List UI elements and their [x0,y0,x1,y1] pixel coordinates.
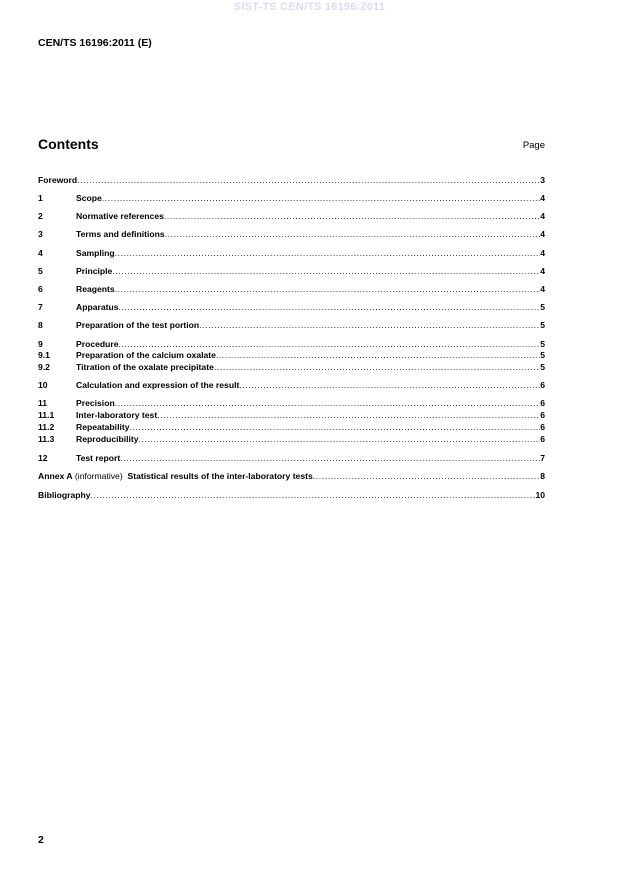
toc-entry-procedure[interactable] [38,339,545,350]
toc-entry-title: Calculation and expression of the result [76,380,240,390]
toc-entry-number: 10 [38,380,48,390]
toc-entry-repeatability[interactable] [38,422,545,433]
toc-entry-title: Procedure [76,339,119,349]
toc-entry-number: 9.2 [38,362,50,372]
contents-title: Contents [38,136,99,152]
dot-leader [91,490,536,501]
toc-entry-sampling[interactable] [38,248,545,259]
toc-entry-number: 11.1 [38,410,55,420]
toc-entry-page: 3 [540,175,545,185]
dot-leader [115,284,541,295]
toc-entry-number: 12 [38,453,48,463]
toc-entry-page: 10 [535,490,545,500]
toc-entry-number: 2 [38,211,43,221]
toc-entry-principle[interactable] [38,266,545,277]
toc-entry-number: 4 [38,248,43,258]
toc-entry-number: 8 [38,320,43,330]
dot-leader [199,320,540,331]
toc-entry-annex-a[interactable] [38,471,545,482]
toc-entry-reproducibility[interactable] [38,434,545,445]
toc-entry-number: 1 [38,193,43,203]
document-id: CEN/TS 16196:2011 (E) [38,37,152,49]
toc-entry-scope[interactable] [38,193,545,204]
toc-entry-page: 5 [540,339,545,349]
dot-leader [120,453,540,464]
toc-entry-title: Reproducibility [76,434,139,444]
toc-entry-title: Terms and definitions [76,229,165,239]
toc-entry-page: 8 [540,471,545,481]
toc-entry-page: 6 [540,422,545,432]
toc-entry-page: 4 [540,193,545,203]
dot-leader [216,350,540,361]
toc-entry-title: Sampling [76,248,115,258]
toc-entry-preparation-test-portion[interactable] [38,320,545,331]
toc-entry-reagents[interactable] [38,284,545,295]
toc-entry-title: Bibliography [38,490,91,500]
toc-entry-page: 4 [540,266,545,276]
dot-leader [115,248,541,259]
toc-entry-page: 4 [540,211,545,221]
toc-entry-title: Test report [76,453,121,463]
page-column-label: Page [522,140,545,151]
toc-entry-title: Titration of the oxalate precipitate [76,362,214,372]
dot-leader [112,266,540,277]
toc-entry-number: 11.2 [38,422,55,432]
toc-entry-calculation[interactable] [38,380,545,391]
toc-entry-number: 5 [38,266,43,276]
toc-entry-title: Apparatus [76,302,119,312]
toc-entry-page: 7 [540,453,545,463]
toc-entry-normative-references[interactable] [38,211,545,222]
toc-entry-title: Foreword [38,175,78,185]
toc-entry-title: Preparation of the test portion [76,320,200,330]
toc-entry-title: Repeatability [76,422,130,432]
toc-entry-title: Principle [76,266,113,276]
toc-entry-page: 6 [540,434,545,444]
toc-entry-page: 5 [540,350,545,360]
dot-leader [130,422,541,433]
toc-entry-page: 5 [540,302,545,312]
toc-entry-title: Normative references [76,211,164,221]
dot-leader [115,398,541,409]
toc-entry-number: 11.3 [38,434,55,444]
dot-leader [239,380,540,391]
dot-leader [119,302,541,313]
toc-entry-number: 9 [38,339,43,349]
toc-entry-page: 5 [540,320,545,330]
annex-title: Statistical results of the inter-laboratory tests [127,471,313,481]
toc-entry-page: 4 [540,248,545,258]
toc-entry-title: Inter-laboratory test [76,410,158,420]
toc-entry-number: 3 [38,229,43,239]
toc-entry-page: 6 [540,398,545,408]
toc-entry-page: 4 [540,229,545,239]
toc-entry-foreword[interactable] [38,175,545,186]
dot-leader [77,175,540,186]
watermark: SIST-TS CEN/TS 16196:2011 [233,1,386,13]
toc-entry-page: 6 [540,380,545,390]
toc-entry-bibliography[interactable] [38,490,545,501]
toc-entry-page: 5 [540,362,545,372]
toc-entry-number: 7 [38,302,43,312]
toc-entry-title: Reagents [76,284,115,294]
dot-leader [313,471,540,482]
dot-leader [164,211,540,222]
toc-entry-precision[interactable] [38,398,545,409]
toc-entry-inter-laboratory-test[interactable] [38,410,545,421]
toc-entry-titration-oxalate[interactable] [38,362,545,373]
toc-entry-preparation-calcium-oxalate[interactable] [38,350,545,361]
page-number: 2 [38,834,44,846]
toc-entry-number: 11 [38,398,48,408]
toc-entry-title: Precision [76,398,115,408]
dot-leader [139,434,541,445]
toc-entry-number: 9.1 [38,350,50,360]
toc-entry-test-report[interactable] [38,453,545,464]
annex-status: (informative) [72,471,128,481]
toc-entry-title [38,471,313,482]
toc-entry-apparatus[interactable] [38,302,545,313]
toc-entry-title: Scope [76,193,102,203]
dot-leader [119,339,541,350]
toc-entry-number: 6 [38,284,43,294]
annex-label: Annex A [38,471,73,481]
toc-entry-terms-and-definitions[interactable] [38,229,545,240]
dot-leader [165,229,541,240]
dot-leader [157,410,540,421]
toc-entry-page: 6 [540,410,545,420]
dot-leader [214,362,540,373]
toc-entry-page: 4 [540,284,545,294]
dot-leader [102,193,540,204]
toc-entry-title: Preparation of the calcium oxalate [76,350,216,360]
